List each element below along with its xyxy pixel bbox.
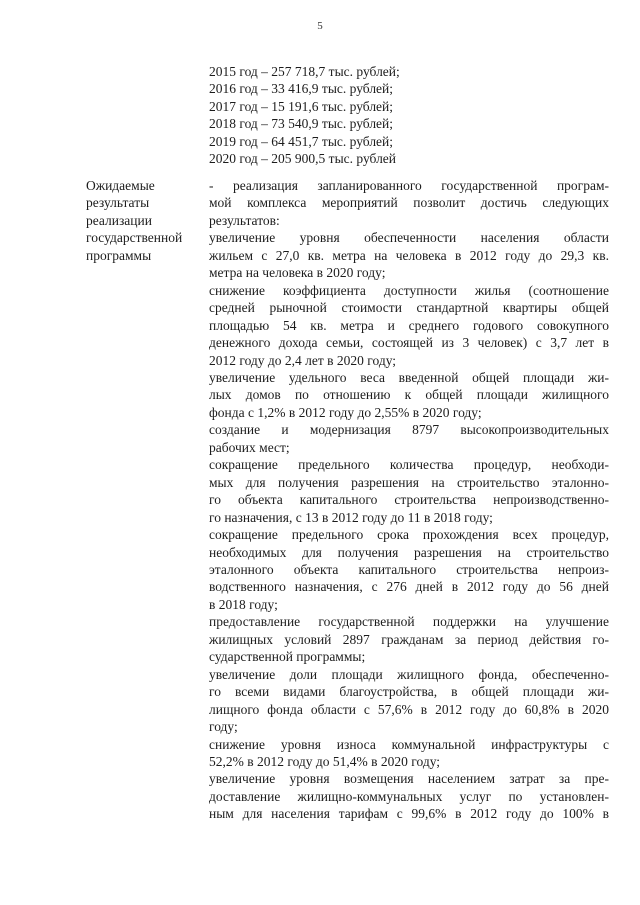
result-item	[209, 421, 609, 456]
result-line: фонда с 1,2% в 2012 году до 2,55% в 2020 году;	[209, 404, 482, 420]
result-line: го назначения, с 13 в 2012 году до 11 в 2018 году;	[209, 509, 493, 525]
funding-line: 2015 год – 257 718,7 тыс. рублей;	[209, 64, 400, 79]
result-line: году;	[209, 719, 238, 735]
result-line: ным для населения тарифам с 99,6% в 2012 году до 100% в	[209, 806, 609, 822]
funding-line: 2018 год – 73 540,9 тыс. рублей;	[209, 116, 394, 132]
result-line: водственного назначения, с 276 дней в 2012 году до 56 дней	[209, 579, 609, 595]
funding-by-year-list	[209, 63, 609, 167]
result-item	[209, 369, 609, 421]
result-item	[209, 526, 609, 613]
result-item	[209, 666, 609, 736]
result-line: эталонного объекта капитального строительства непроиз-	[209, 561, 609, 577]
result-line: увеличение уровня возмещения населением затрат за пре-	[209, 771, 609, 787]
result-line: снижение уровня износа коммунальной инфраструктуры с	[209, 736, 609, 752]
result-line: в 2018 году;	[209, 596, 278, 612]
result-line: 52,2% в 2012 году до 51,4% в 2020 году;	[209, 753, 441, 769]
result-line: денежного дохода семьи, состоящей из 3 человек) с 3,7 лет в	[209, 335, 609, 351]
label-line: Ожидаемые	[86, 178, 155, 193]
result-line: создание и модернизация 8797 высокопроизводительных	[209, 422, 609, 438]
page-number: 5	[317, 20, 323, 32]
result-line: рабочих мест;	[209, 439, 290, 455]
funding-line: 2019 год – 64 451,7 тыс. рублей;	[209, 133, 394, 149]
result-line: увеличение уровня обеспеченности населения области	[209, 230, 609, 246]
result-item	[209, 613, 609, 665]
result-line: 2012 году до 2,4 лет в 2020 году;	[209, 352, 397, 368]
result-item	[209, 456, 609, 526]
result-line: - реализация запланированного государственной програм-	[209, 178, 609, 193]
result-line: мых для получения разрешения на строительство эталонно-	[209, 474, 609, 490]
result-line: лых домов по отношению к общей площади жилищного	[209, 387, 609, 403]
result-line: доставление жилищно-коммунальных услуг по установлен-	[209, 788, 609, 804]
result-line: жилищных условий 2897 гражданам за период действия го-	[209, 631, 609, 647]
result-line: результатов:	[209, 212, 280, 228]
result-line: сокращение предельного срока прохождения всех процедур,	[209, 527, 609, 543]
funding-line: 2016 год – 33 416,9 тыс. рублей;	[209, 81, 394, 97]
result-line: жильем с 27,0 кв. метра на человека в 2012 году до 29,3 кв.	[209, 247, 609, 263]
result-item	[209, 770, 609, 822]
label-line: реализации	[86, 212, 152, 228]
result-line: сокращение предельного количества процедур, необходи-	[209, 457, 609, 473]
result-item	[209, 177, 609, 229]
result-line: го всеми видами благоустройства, в общей площади жи-	[209, 684, 609, 700]
result-line: необходимых для получения разрешения на строительство	[209, 544, 609, 560]
result-line: увеличение удельного веса введенной общей площади жи-	[209, 369, 609, 385]
funding-line: 2017 год – 15 191,6 тыс. рублей;	[209, 98, 394, 114]
result-line: предоставление государственной поддержки на улучшение	[209, 614, 609, 630]
result-item	[209, 736, 609, 771]
funding-line: 2020 год – 205 900,5 тыс. рублей	[209, 151, 397, 167]
label-line: программы	[86, 247, 152, 263]
result-item	[209, 282, 609, 369]
expected-results-label	[86, 177, 206, 264]
result-item	[209, 229, 609, 281]
result-line: снижение коэффициента доступности жилья (соотношение	[209, 282, 609, 298]
result-line: метра на человека в 2020 году;	[209, 265, 386, 281]
label-line: результаты	[86, 195, 150, 211]
result-line: сударственной программы;	[209, 649, 366, 665]
expected-results-list	[209, 177, 609, 823]
result-line: лищного фонда области с 57,6% в 2012 году до 60,8% в 2020	[209, 701, 609, 717]
result-line: увеличение доли площади жилищного фонда, обеспеченно-	[209, 666, 609, 682]
result-line: го объекта капитального строительства непроизводственно-	[209, 492, 609, 508]
result-line: мой комплекса мероприятий позволит достичь следующих	[209, 195, 609, 211]
result-line: площадью 54 кв. метра и среднего годового совокупного	[209, 317, 609, 333]
result-line: средней рыночной стоимости стандартной квартиры общей	[209, 300, 609, 316]
label-line: государственной	[86, 230, 183, 246]
